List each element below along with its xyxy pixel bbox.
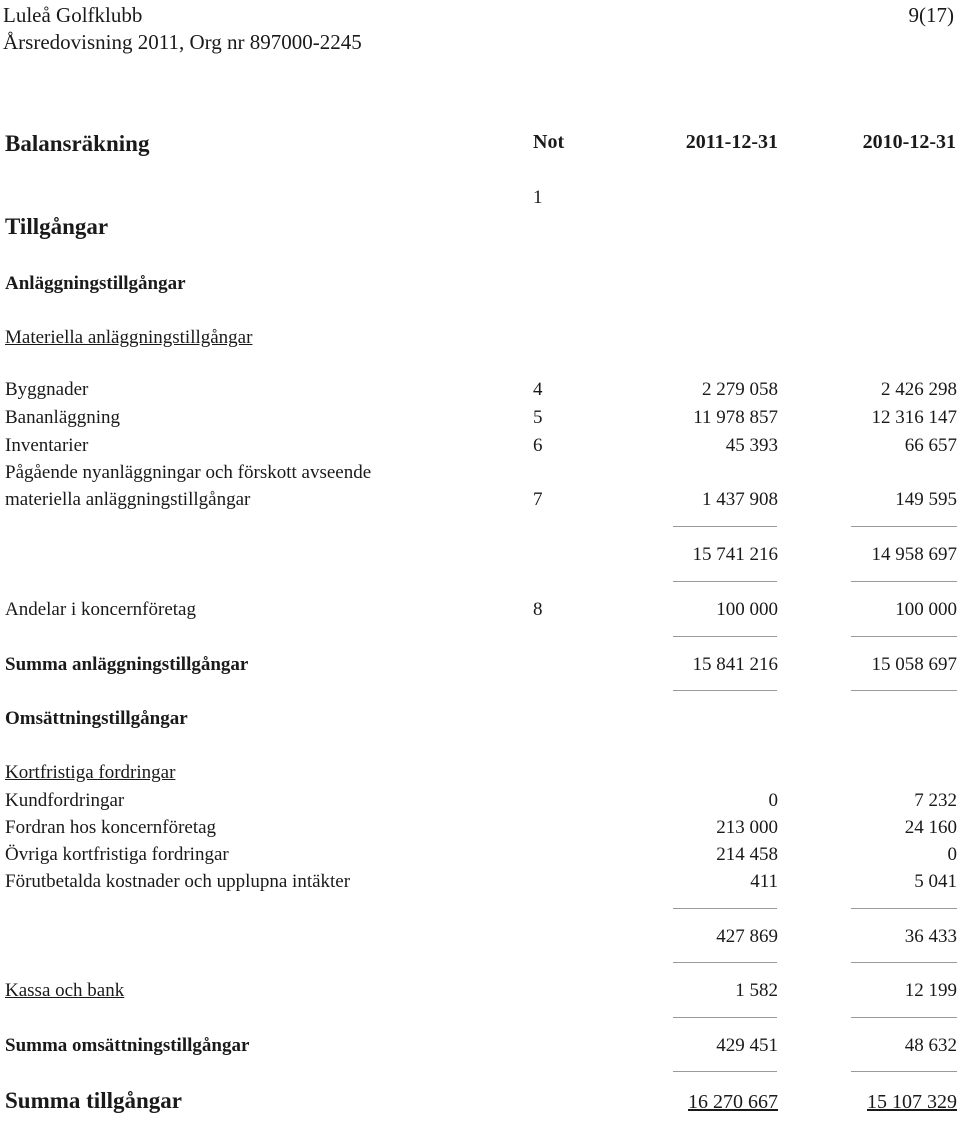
row-note: 4 <box>533 379 543 400</box>
subtotal-rule <box>673 1017 777 1018</box>
total-assets-label: Summa tillgångar <box>5 1088 182 1113</box>
subtotal-rule <box>851 908 957 909</box>
ongoing-value-2010: 149 595 <box>895 489 957 510</box>
tangible-sum-2011: 15 741 216 <box>692 544 778 565</box>
row-value-2011: 11 978 857 <box>693 407 778 428</box>
ongoing-label-line1: Pågående nyanläggningar och förskott avseende <box>5 462 372 483</box>
row-label: Fordran hos koncernföretag <box>5 817 217 838</box>
subtotal-rule <box>673 581 777 582</box>
col-2011-header: 2011-12-31 <box>685 131 778 153</box>
total-assets-2010: 15 107 329 <box>867 1091 957 1113</box>
note-column-header: Not <box>533 131 565 153</box>
subtotal-rule <box>851 690 957 691</box>
subtotal-rule <box>851 526 957 527</box>
row-label: Byggnader <box>5 379 89 400</box>
ongoing-value-2011: 1 437 908 <box>702 489 778 510</box>
fixed-assets-title: Anläggningstillgångar <box>5 273 186 294</box>
row-value-2011: 45 393 <box>725 435 778 456</box>
fixed-sum-2010: 15 058 697 <box>871 654 957 675</box>
shares-value-2011: 100 000 <box>716 599 778 620</box>
current-sum-label: Summa omsättningstillgångar <box>5 1035 250 1056</box>
page-number: 9(17) <box>908 3 954 27</box>
total-assets-2011: 16 270 667 <box>688 1091 778 1113</box>
row-label: Förutbetalda kostnader och upplupna intäkter <box>5 871 351 892</box>
subtotal-rule <box>851 581 957 582</box>
shares-label: Andelar i koncernföretag <box>5 599 196 620</box>
fixed-sum-2011: 15 841 216 <box>692 654 778 675</box>
row-value-2011: 214 458 <box>716 844 778 865</box>
fixed-sum-label: Summa anläggningstillgångar <box>5 654 249 675</box>
row-value-2010: 12 316 147 <box>871 407 957 428</box>
shares-value-2010: 100 000 <box>895 599 957 620</box>
subtotal-rule <box>851 962 957 963</box>
assets-note: 1 <box>533 187 543 208</box>
current-assets-title: Omsättningstillgångar <box>5 708 188 729</box>
org-name: Luleå Golfklubb <box>3 3 143 27</box>
current-sum-2010: 48 632 <box>904 1035 957 1056</box>
row-value-2011: 411 <box>750 871 778 892</box>
cash-value-2011: 1 582 <box>735 980 778 1001</box>
report-subtitle: Årsredovisning 2011, Org nr 897000-2245 <box>3 30 362 54</box>
cash-label: Kassa och bank <box>5 980 125 1001</box>
subtotal-rule <box>673 1071 777 1072</box>
subtotal-rule <box>673 526 777 527</box>
row-value-2011: 213 000 <box>716 817 778 838</box>
shares-note: 8 <box>533 599 543 620</box>
row-note: 6 <box>533 435 543 456</box>
subtotal-rule <box>673 636 777 637</box>
page-title: Balansräkning <box>5 131 150 156</box>
row-value-2010: 66 657 <box>904 435 957 456</box>
row-note: 5 <box>533 407 543 428</box>
ongoing-note: 7 <box>533 489 543 510</box>
subtotal-rule <box>673 908 777 909</box>
tangible-sum-2010: 14 958 697 <box>871 544 957 565</box>
row-value-2010: 24 160 <box>904 817 957 838</box>
assets-title: Tillgångar <box>5 214 109 239</box>
receivables-sum-2011: 427 869 <box>716 926 778 947</box>
row-value-2010: 5 041 <box>914 871 957 892</box>
receivables-sum-2010: 36 433 <box>904 926 957 947</box>
subtotal-rule <box>673 690 777 691</box>
subtotal-rule <box>673 962 777 963</box>
row-label: Kundfordringar <box>5 790 125 811</box>
receivables-title: Kortfristiga fordringar <box>5 762 176 783</box>
row-label: Inventarier <box>5 435 89 456</box>
subtotal-rule <box>851 1017 957 1018</box>
row-label: Övriga kortfristiga fordringar <box>5 844 229 865</box>
row-value-2011: 0 <box>768 790 778 811</box>
row-value-2011: 2 279 058 <box>702 379 778 400</box>
subtotal-rule <box>851 636 957 637</box>
cash-value-2010: 12 199 <box>904 980 957 1001</box>
subtotal-rule <box>851 1071 957 1072</box>
col-2010-header: 2010-12-31 <box>862 131 956 153</box>
tangible-assets-title: Materiella anläggningstillgångar <box>5 327 253 348</box>
ongoing-label-line2: materiella anläggningstillgångar <box>5 489 251 510</box>
row-value-2010: 2 426 298 <box>881 379 957 400</box>
current-sum-2011: 429 451 <box>716 1035 778 1056</box>
row-value-2010: 0 <box>947 844 957 865</box>
row-label: Bananläggning <box>5 407 121 428</box>
row-value-2010: 7 232 <box>914 790 957 811</box>
